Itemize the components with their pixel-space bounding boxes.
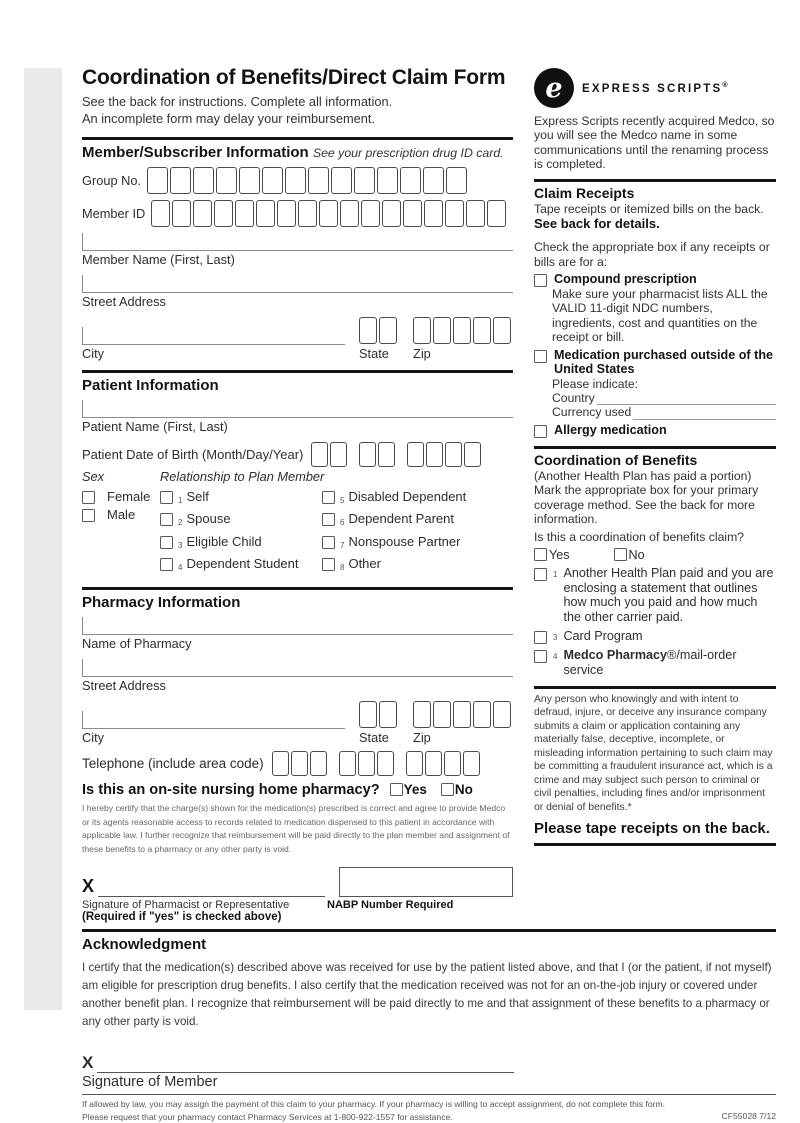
char-box[interactable] — [382, 200, 401, 227]
claim-receipts-intro: Check the appropriate box if any receipts or bills are for a: — [534, 240, 770, 269]
scan-artifact-strip — [24, 68, 62, 1010]
member-section-heading — [82, 144, 513, 161]
option-number: 2 — [178, 518, 183, 528]
nabp-number-label: NABP Number Required — [327, 898, 454, 911]
char-box[interactable] — [426, 442, 443, 467]
cob-question: Is this a coordination of benefits claim? — [534, 530, 745, 545]
char-box[interactable] — [262, 167, 283, 194]
option-number: 7 — [340, 540, 345, 550]
acknowledgment-body: I certify that the medication(s) described above was received for use by the patient listed above, and that I (or the patient, if not myself) am eligible for prescription drug benefits. I also certify that the medication received was not for an on-the-job injury or covered under another benefit plan. I recognize that reimbursement will be paid directly to me and that assignment of these benefits to a pharmacy or any other party is void. — [82, 960, 772, 1028]
country-field[interactable] — [597, 392, 776, 405]
char-box[interactable] — [319, 200, 338, 227]
char-box[interactable] — [446, 167, 467, 194]
char-box[interactable] — [444, 751, 461, 776]
dependent-student-checkbox[interactable] — [160, 558, 173, 571]
option-label: Dependent Student — [186, 556, 299, 572]
member-name-label: Member Name (First, Last) — [82, 251, 235, 267]
char-box-group — [406, 751, 482, 776]
sex-option-female[interactable] — [82, 488, 160, 506]
claim-receipts-line2: See back for details. — [534, 215, 660, 231]
char-box[interactable] — [433, 317, 451, 344]
nabp-number-field[interactable] — [339, 867, 513, 897]
pharmacist-signature-caption: Signature of Pharmacist or Representative — [82, 898, 290, 911]
claim-receipts-heading: Claim Receipts — [534, 184, 635, 201]
section-divider — [534, 446, 776, 449]
pharmacy-street-label: Street Address — [82, 677, 166, 693]
nonspouse-partner-checkbox[interactable] — [322, 536, 335, 549]
pharmacist-signature-note: (Required if "yes" is checked above) — [82, 910, 282, 923]
patient-name-field[interactable] — [82, 400, 513, 418]
char-box[interactable] — [487, 200, 506, 227]
sex-option-male[interactable] — [82, 506, 160, 524]
section-divider — [82, 587, 513, 590]
member-city-state-zip-row — [82, 317, 513, 361]
receipt-option-compound[interactable] — [534, 272, 776, 287]
claim-form-page — [82, 56, 776, 1123]
option-number: 1 — [553, 569, 558, 579]
patient-dob-input[interactable] — [311, 442, 483, 467]
option-label: Spouse — [186, 511, 231, 527]
brand-name-text: EXPRESS SCRIPTS — [582, 82, 723, 95]
pharmacy-state-input[interactable] — [359, 701, 399, 728]
patient-dob-row — [82, 442, 513, 467]
footer — [82, 1098, 776, 1123]
footer-line-2: Please request that your pharmacy contact Pharmacy Services at 1-800-922-1557 for assistance. — [82, 1111, 453, 1122]
sex-relationship-header — [82, 469, 513, 484]
cob-no-option[interactable] — [614, 548, 645, 562]
receipt-option-outside-us[interactable] — [534, 348, 776, 377]
member-zip-label: Zip — [413, 345, 431, 361]
subtitle-line-2: An incomplete form may delay your reimbursement. — [82, 110, 376, 126]
compound-prescription-label: Compound prescription — [554, 272, 697, 287]
char-box[interactable] — [424, 200, 443, 227]
option-label: Other — [348, 556, 381, 572]
option-label: Eligible Child — [186, 533, 262, 549]
pharmacy-city-state-zip-row — [82, 701, 513, 745]
member-zip-block — [413, 317, 513, 361]
char-box[interactable] — [463, 751, 480, 776]
spouse-checkbox[interactable] — [160, 513, 173, 526]
cob-yes-option[interactable] — [534, 548, 570, 562]
char-box[interactable] — [151, 200, 170, 227]
express-scripts-logo-icon: e — [534, 68, 574, 108]
option-number: 8 — [340, 563, 345, 573]
char-box[interactable] — [379, 317, 397, 344]
pharmacy-zip-label: Zip — [413, 729, 431, 745]
page-title: Coordination of Benefits/Direct Claim Form — [82, 66, 506, 89]
section-divider — [82, 137, 513, 140]
pharmacy-name-field[interactable] — [82, 617, 513, 635]
char-box[interactable] — [466, 200, 485, 227]
patient-name-label: Patient Name (First, Last) — [82, 418, 228, 434]
cob-yes-no-row — [534, 548, 776, 562]
char-box[interactable] — [170, 167, 191, 194]
brand-name — [582, 82, 728, 95]
group-number-row — [82, 167, 513, 194]
relationship-option-nonspouse-partner[interactable] — [322, 533, 513, 555]
option-number: 6 — [340, 518, 345, 528]
member-name-field[interactable] — [82, 233, 513, 251]
char-box[interactable] — [256, 200, 275, 227]
char-box[interactable] — [473, 701, 491, 728]
section-divider — [534, 179, 776, 182]
sex-relationship-options — [82, 488, 513, 578]
char-box-group — [311, 442, 349, 467]
country-label: Country — [552, 390, 595, 405]
char-box[interactable] — [358, 751, 375, 776]
cob-option-other-plan-paid[interactable] — [534, 566, 776, 625]
member-zip-input[interactable] — [413, 317, 513, 344]
cob-option-card-program[interactable] — [534, 629, 776, 644]
pharmacy-phone-input[interactable] — [272, 751, 482, 776]
country-row — [552, 391, 776, 405]
relationship-option-dependent-parent[interactable] — [322, 510, 513, 532]
member-city-block — [82, 327, 345, 361]
char-box[interactable] — [400, 167, 421, 194]
dependent-parent-checkbox[interactable] — [322, 513, 335, 526]
compound-prescription-checkbox[interactable] — [534, 274, 547, 287]
char-box[interactable] — [310, 751, 327, 776]
char-box[interactable] — [473, 317, 491, 344]
char-box-group — [339, 751, 396, 776]
allergy-medication-label: Allergy medication — [554, 422, 667, 437]
cob-intro: (Another Health Plan has paid a portion) Mark the appropriate box for your primary coverage method. See the back for more information. — [534, 468, 759, 526]
pharmacy-street-field[interactable] — [82, 659, 513, 677]
card-program-checkbox[interactable] — [534, 631, 547, 644]
sex-label: Sex — [82, 468, 105, 484]
relationship-option-disabled-dependent[interactable] — [322, 488, 513, 510]
pharmacy-city-field[interactable] — [82, 711, 345, 729]
pharmacy-phone-label: Telephone (include area code) — [82, 755, 264, 771]
nursing-home-answers — [390, 782, 487, 797]
member-id-label: Member ID — [82, 205, 146, 221]
char-box[interactable] — [339, 751, 356, 776]
pharmacist-certification-text: I hereby certify that the charge(s) shown for the medication(s) prescribed is correct and agree to provide Medco or its agents reasonable access to records related to medication dispensed to this patient in accordance with applicable law. I further recognize that reimbursement will be paid directly to the plan member and assignment of these benefits to a pharmacy or any other party is void. — [82, 802, 510, 855]
female-label: Female — [107, 488, 151, 504]
pharmacy-section-heading: Pharmacy Information — [82, 593, 241, 611]
other-plan-paid-checkbox[interactable] — [534, 568, 547, 581]
char-box[interactable] — [453, 317, 471, 344]
cob-heading: Coordination of Benefits — [534, 451, 698, 468]
option-label: Disabled Dependent — [348, 488, 467, 504]
char-box[interactable] — [272, 751, 289, 776]
char-box[interactable] — [298, 200, 317, 227]
pharmacist-signature-x: X — [82, 875, 95, 896]
medco-pharmacy-label: Medco Pharmacy — [563, 648, 668, 663]
right-column — [534, 56, 776, 923]
currency-field[interactable] — [633, 407, 776, 420]
self-checkbox[interactable] — [160, 491, 173, 504]
currency-label: Currency used — [552, 405, 632, 420]
member-street-label: Street Address — [82, 293, 166, 309]
relationship-column-1 — [160, 488, 322, 578]
nursing-yes-label: Yes — [403, 782, 427, 798]
option-number: 3 — [178, 540, 183, 550]
section-divider — [534, 686, 776, 689]
char-box-group — [272, 751, 329, 776]
char-box[interactable] — [361, 200, 380, 227]
char-box[interactable] — [239, 167, 260, 194]
disabled-dependent-checkbox[interactable] — [322, 491, 335, 504]
char-box[interactable] — [377, 751, 394, 776]
char-box[interactable] — [407, 442, 424, 467]
form-code: CF55028 7/12 — [721, 1110, 776, 1121]
char-box[interactable] — [445, 200, 464, 227]
currency-row — [552, 405, 776, 419]
outside-us-detail — [552, 377, 776, 420]
option-number: 3 — [553, 633, 558, 643]
card-program-label: Card Program — [563, 629, 643, 644]
nursing-home-question-row — [82, 782, 513, 798]
char-box[interactable] — [216, 167, 237, 194]
member-state-label: State — [359, 345, 389, 361]
claim-receipts-line1: Tape receipts or itemized bills on the back. — [534, 201, 764, 216]
char-box-group — [407, 442, 483, 467]
allergy-medication-checkbox[interactable] — [534, 425, 547, 438]
group-number-input[interactable] — [147, 167, 469, 194]
char-box-group — [359, 442, 397, 467]
char-box[interactable] — [377, 167, 398, 194]
cob-yes-label: Yes — [549, 547, 570, 562]
char-box[interactable] — [453, 701, 471, 728]
member-city-label: City — [82, 345, 105, 361]
pharmacy-name-label: Name of Pharmacy — [82, 635, 192, 651]
char-box[interactable] — [359, 701, 377, 728]
char-box[interactable] — [354, 167, 375, 194]
medco-notice: Express Scripts recently acquired Medco, so you will see the Medco name in some communications until the renaming process is completed. — [534, 114, 775, 172]
acknowledgment-heading: Acknowledgment — [82, 935, 207, 953]
char-box[interactable] — [413, 701, 431, 728]
member-street-field[interactable] — [82, 275, 513, 293]
option-label: Self — [186, 488, 209, 504]
pharmacist-signature-label — [82, 899, 327, 923]
char-box[interactable] — [214, 200, 233, 227]
char-box[interactable] — [330, 442, 347, 467]
footer-line-1: If allowed by law, you may assign the payment of this claim to your pharmacy. If your pharmacy is willing to accept assignment, do not complete this form. — [82, 1098, 666, 1109]
nursing-no-checkbox[interactable] — [441, 783, 454, 796]
member-section-note: See your prescription drug ID card. — [312, 145, 504, 160]
option-number: 4 — [553, 652, 558, 662]
sex-options-column — [82, 488, 160, 578]
relationship-option-eligible-child[interactable] — [160, 533, 322, 555]
relationship-option-other[interactable] — [322, 555, 513, 577]
relationship-label: Relationship to Plan Member — [160, 468, 325, 484]
compound-prescription-detail: Make sure your pharmacist lists ALL the VALID 11-digit NDC numbers, ingredients, cost and quantities on the receipt or bill. — [552, 287, 768, 345]
member-section-title: Member/Subscriber Information — [82, 143, 309, 161]
cob-option-medco-pharmacy[interactable] — [534, 648, 776, 678]
section-divider — [534, 843, 776, 846]
relationship-option-spouse[interactable] — [160, 510, 322, 532]
char-box[interactable] — [378, 442, 395, 467]
char-box[interactable] — [464, 442, 481, 467]
char-box[interactable] — [423, 167, 444, 194]
char-box[interactable] — [493, 701, 511, 728]
char-box[interactable] — [413, 317, 431, 344]
char-box[interactable] — [359, 442, 376, 467]
member-signature-row — [82, 1053, 514, 1073]
option-label: Dependent Parent — [348, 511, 454, 527]
pharmacy-state-block — [359, 701, 399, 745]
char-box[interactable] — [308, 167, 329, 194]
option-number: 1 — [178, 495, 183, 505]
member-state-block — [359, 317, 399, 361]
fraud-warning-text: Any person who knowingly and with intent to defraud, injure, or deceive any insurance company submits a claim or application containing any materially false, deceptive, incomplete, or misleading information pertaining to such claim may be committing a fraudulent insurance act, which is a crime and may subject such person to criminal or civil penalties, including fines and/or imprisonment or denial of benefits.* — [534, 693, 773, 813]
group-number-label: Group No. — [82, 172, 142, 188]
char-box[interactable] — [193, 167, 214, 194]
cob-no-label: No — [628, 547, 645, 562]
relationship-column-2 — [322, 488, 513, 578]
char-box[interactable] — [291, 751, 308, 776]
char-box[interactable] — [331, 167, 352, 194]
pharmacy-city-label: City — [82, 729, 105, 745]
female-checkbox[interactable] — [82, 491, 95, 504]
member-id-input[interactable] — [151, 200, 508, 227]
nursing-no-label: No — [454, 782, 473, 798]
char-box[interactable] — [340, 200, 359, 227]
member-city-field[interactable] — [82, 327, 345, 345]
char-box[interactable] — [147, 167, 168, 194]
section-divider — [82, 370, 513, 373]
receipt-option-allergy[interactable] — [534, 423, 776, 438]
left-column — [82, 56, 513, 923]
patient-section-heading: Patient Information — [82, 376, 219, 394]
char-box[interactable] — [235, 200, 254, 227]
char-box[interactable] — [277, 200, 296, 227]
registered-mark: ® — [722, 81, 728, 89]
char-box[interactable] — [445, 442, 462, 467]
section-divider — [82, 929, 776, 932]
member-state-input[interactable] — [359, 317, 399, 344]
member-signature-label: Signature of Member — [82, 1073, 218, 1090]
other-checkbox[interactable] — [322, 558, 335, 571]
char-box[interactable] — [172, 200, 191, 227]
footer-divider — [82, 1094, 776, 1095]
nursing-home-question: Is this an on-site nursing home pharmacy? — [82, 781, 380, 798]
medco-pharmacy-checkbox[interactable] — [534, 650, 547, 663]
eligible-child-checkbox[interactable] — [160, 536, 173, 549]
char-box[interactable] — [285, 167, 306, 194]
option-number: 4 — [178, 563, 183, 573]
pharmacy-zip-block — [413, 701, 513, 745]
tape-receipts-note: Please tape receipts on the back. — [534, 820, 770, 838]
char-box[interactable] — [379, 701, 397, 728]
pharmacy-phone-row — [82, 751, 513, 776]
char-box[interactable] — [311, 442, 328, 467]
member-signature-x: X — [82, 1052, 94, 1072]
char-box[interactable] — [493, 317, 511, 344]
male-checkbox[interactable] — [82, 509, 95, 522]
relationship-option-dependent-student[interactable] — [160, 555, 322, 577]
member-signature-line[interactable] — [97, 1054, 514, 1073]
pharmacy-state-label: State — [359, 729, 389, 745]
char-box[interactable] — [359, 317, 377, 344]
char-box[interactable] — [425, 751, 442, 776]
patient-dob-label: Patient Date of Birth (Month/Day/Year) — [82, 446, 304, 462]
nursing-yes-checkbox[interactable] — [390, 783, 403, 796]
char-box[interactable] — [403, 200, 422, 227]
cob-yes-checkbox[interactable] — [534, 548, 547, 561]
other-plan-paid-label: Another Health Plan paid and you are enclosing a statement that outlines how much you paid and how much the other carrier paid. — [563, 565, 774, 625]
outside-us-label: Medication purchased outside of the United States — [554, 347, 774, 377]
medco-pharmacy-label-rest: ®/mail-order service — [563, 648, 737, 677]
member-id-row — [82, 200, 513, 227]
option-number: 5 — [340, 495, 345, 505]
pharmacist-signature-labels — [82, 899, 513, 923]
pharmacy-zip-input[interactable] — [413, 701, 513, 728]
cob-no-checkbox[interactable] — [614, 548, 627, 561]
char-box[interactable] — [193, 200, 212, 227]
please-indicate-label: Please indicate: — [552, 376, 639, 391]
relationship-option-self[interactable] — [160, 488, 322, 510]
outside-us-checkbox[interactable] — [534, 350, 547, 363]
pharmacist-signature-line[interactable] — [98, 876, 325, 897]
pharmacy-city-block — [82, 711, 345, 745]
char-box[interactable] — [406, 751, 423, 776]
male-label: Male — [107, 507, 136, 523]
brand-header — [534, 68, 776, 108]
subtitle-line-1: See the back for instructions. Complete all information. — [82, 94, 393, 109]
char-box[interactable] — [433, 701, 451, 728]
option-label: Nonspouse Partner — [348, 533, 461, 549]
pharmacist-signature-row — [82, 867, 513, 897]
